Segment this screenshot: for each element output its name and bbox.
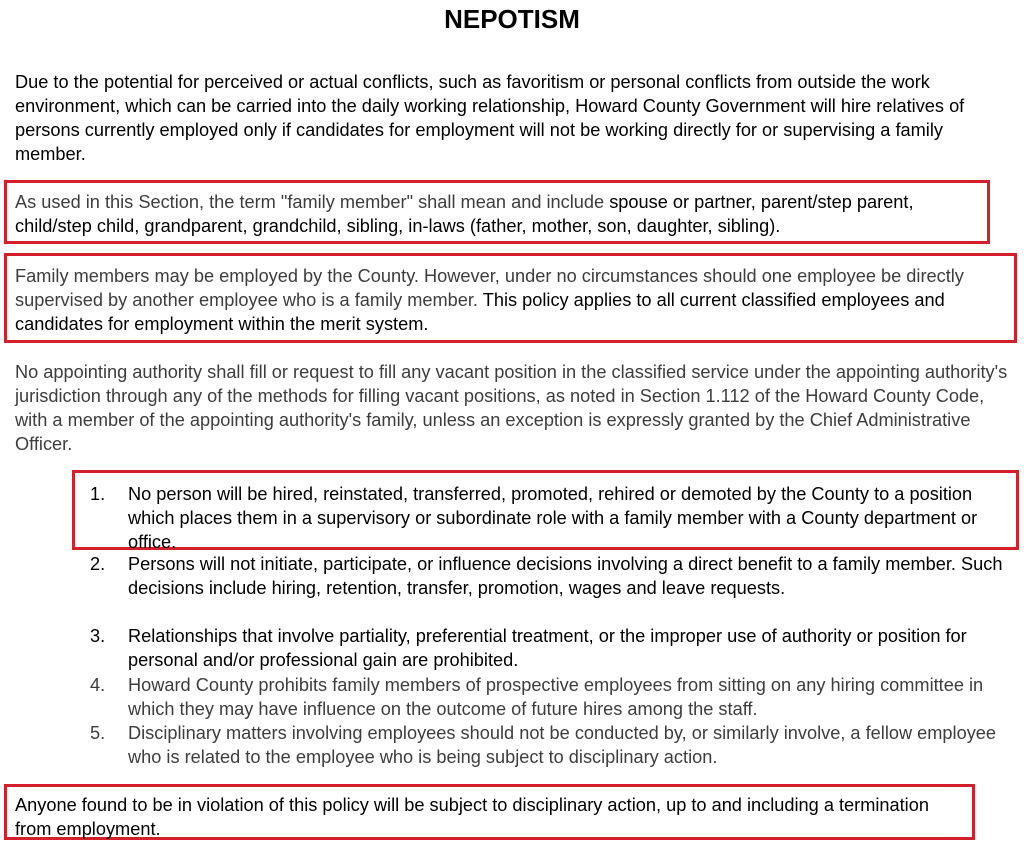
definition-paragraph	[15, 190, 990, 238]
violation-paragraph: Anyone found to be in violation of this policy will be subject to disciplinary action, up to and including a termination from employment.	[15, 795, 929, 839]
rule-number: 4.	[90, 675, 106, 695]
rule-item	[90, 482, 1008, 554]
intro-paragraph: Due to the potential for perceived or actual conflicts, such as favoritism or personal conflicts from outside the work environment, which can be carried into the daily working relationship, Howard County Government will hire relatives of persons currently employed only if candidates for employment will not be working directly for or supervising a family member.	[15, 72, 965, 164]
document-title: NEPOTISM	[444, 4, 580, 34]
definition-terms: spouse or partner, parent/step parent, child/step child, grandparent, grandchild, sibling, in-laws (father, mother, son, daughter, sibling).	[15, 192, 914, 236]
rule-item	[90, 552, 1008, 600]
employment-paragraph	[15, 264, 1015, 336]
appointing-paragraph: No appointing authority shall fill or request to fill any vacant position in the classified service under the appointing authority's jurisdiction through any of the methods for filling vacant positions, as noted in Section 1.112 of the Howard County Code, with a member of the appointing authority's family, unless an exception is expressly granted by the Chief Administrative Officer.	[15, 362, 1008, 454]
employment-lead: Family members may be employed by the County. However, under no circumstances should one employee be directly supervised by another employee who is a family member.	[15, 266, 964, 310]
rule-text: Howard County prohibits family members of prospective employees from sitting on any hiring committee in which they may have influence on the outcome of future hires among the staff.	[128, 675, 984, 719]
rule-text: Relationships that involve partiality, preferential treatment, or the improper use of authority or position for personal and/or professional gain are prohibited.	[128, 626, 967, 670]
rule-number: 1.	[90, 484, 106, 504]
rule-text: Disciplinary matters involving employees should not be conducted by, or similarly involve, a fellow employee who is related to the employee who is being subject to disciplinary action.	[128, 723, 997, 767]
rule-number: 5.	[90, 723, 106, 743]
rule-number: 2.	[90, 554, 106, 574]
rule-text: No person will be hired, reinstated, transferred, promoted, rehired or demoted by the County to a position which places them in a supervisory or subordinate role with a family member with a County department or office.	[128, 484, 978, 552]
rule-text: Persons will not initiate, participate, or influence decisions involving a direct benefit to a family member. Such decisions include hiring, retention, transfer, promotion, wages and leave requests.	[128, 554, 1003, 598]
rule-item	[90, 673, 1008, 721]
rule-item	[90, 624, 1008, 672]
employment-policy: This policy applies to all current classified employees and candidates for employment within the merit system.	[15, 290, 945, 334]
rule-item	[90, 721, 1008, 769]
rule-number: 3.	[90, 626, 106, 646]
definition-lead: As used in this Section, the term "family member" shall mean and include	[15, 192, 610, 212]
